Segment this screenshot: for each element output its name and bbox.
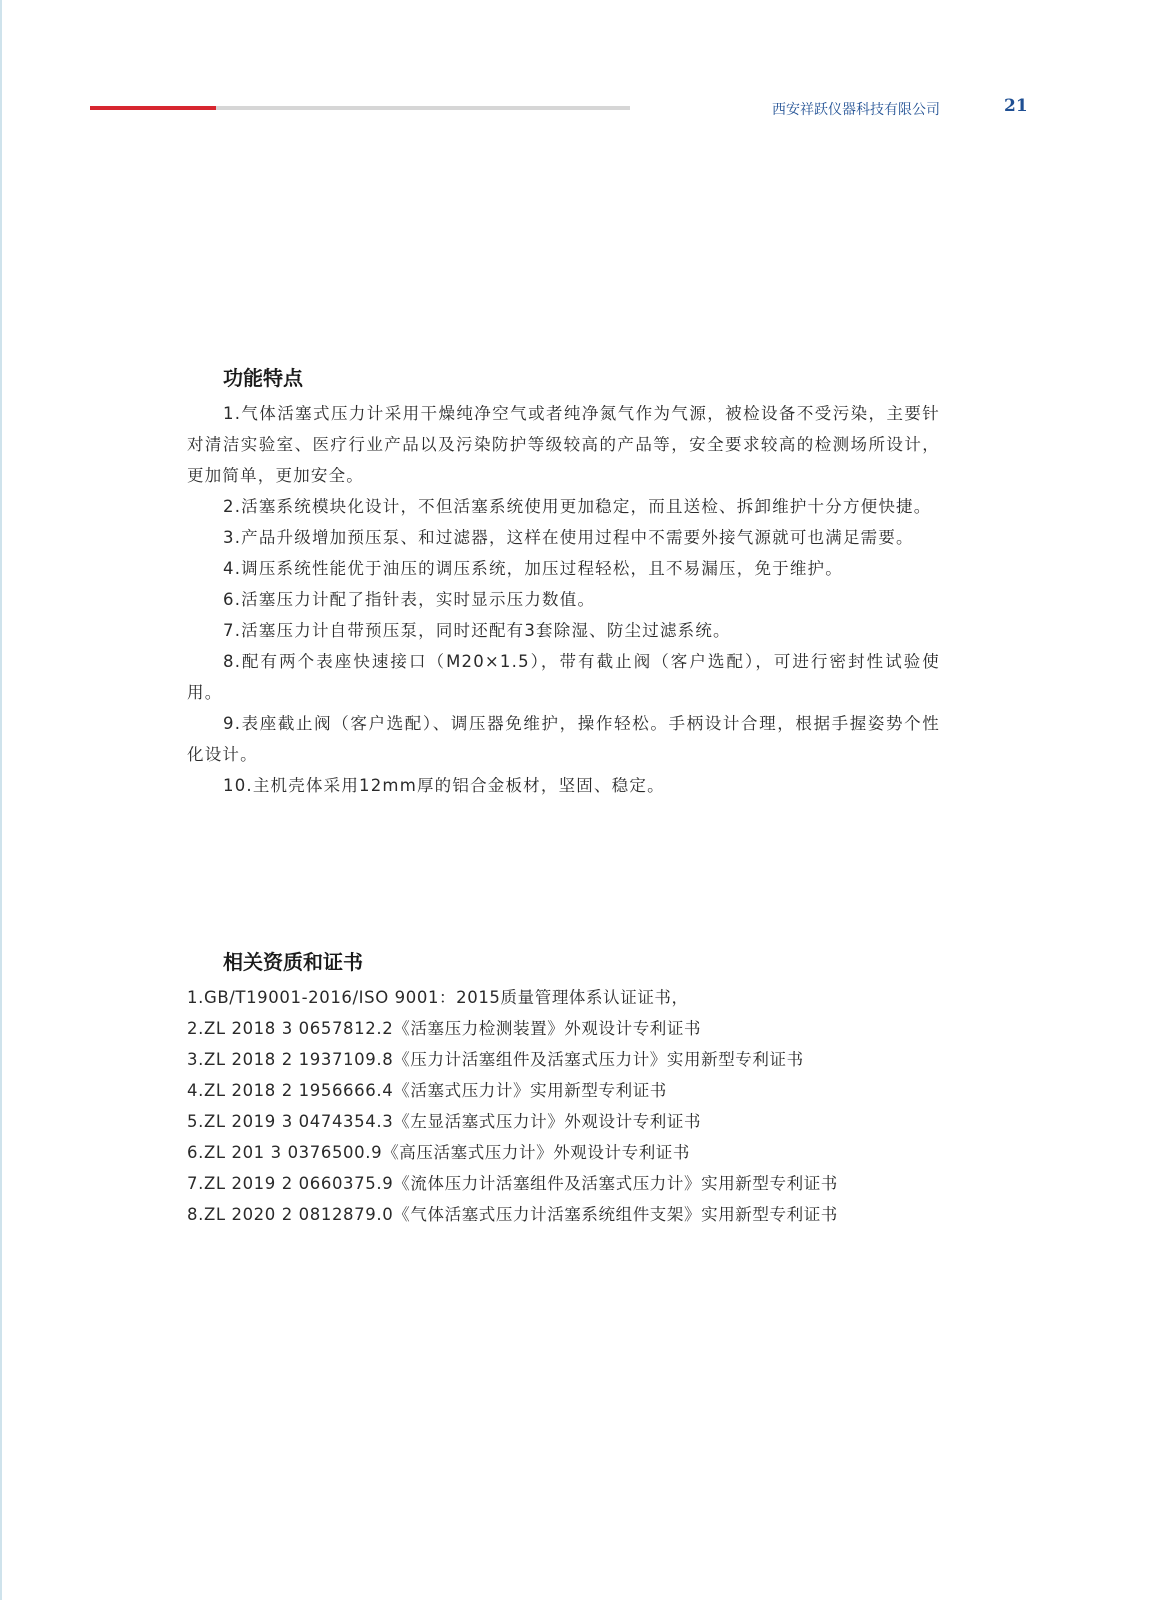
- page-number: 21: [1004, 96, 1028, 116]
- features-heading: 功能特点: [223, 366, 303, 390]
- certificate-item: 3.ZL 2018 2 1937109.8《压力计活塞组件及活塞式压力计》实用新型专利证书: [187, 1050, 804, 1069]
- header-rule: [90, 106, 630, 110]
- features-list: [187, 398, 940, 801]
- page-edge-line: [0, 0, 2, 1600]
- certificate-item: 6.ZL 201 3 0376500.9《高压活塞式压力计》外观设计专利证书: [187, 1143, 690, 1162]
- company-name: 西安祥跃仪器科技有限公司: [772, 102, 940, 118]
- feature-item: 2.活塞系统模块化设计，不但活塞系统使用更加稳定，而且送检、拆卸维护十分方便快捷。: [223, 497, 932, 516]
- certificate-item: 4.ZL 2018 2 1956666.4《活塞式压力计》实用新型专利证书: [187, 1081, 667, 1100]
- feature-item: 4.调压系统性能优于油压的调压系统，加压过程轻松，且不易漏压，免于维护。: [223, 559, 843, 578]
- feature-item: 3.产品升级增加预压泵、和过滤器，这样在使用过程中不需要外接气源就可也满足需要。: [223, 528, 914, 547]
- feature-item: 10.主机壳体采用12mm厚的铝合金板材，坚固、稳定。: [223, 776, 665, 795]
- feature-item: 7.活塞压力计自带预压泵，同时还配有3套除湿、防尘过滤系统。: [223, 621, 731, 640]
- certificates-list: [187, 982, 967, 1230]
- certificate-item: 8.ZL 2020 2 0812879.0《气体活塞式压力计活塞系统组件支架》实用新型专利证书: [187, 1205, 838, 1224]
- header-rule-accent: [90, 106, 216, 110]
- feature-item: 1.气体活塞式压力计采用干燥纯净空气或者纯净氮气作为气源，被检设备不受污染，主要针对清洁实验室、医疗行业产品以及污染防护等级较高的产品等，安全要求较高的检测场所设计，更加简单，更加安全。: [187, 404, 940, 485]
- certificate-item: 7.ZL 2019 2 0660375.9《流体压力计活塞组件及活塞式压力计》实用新型专利证书: [187, 1174, 838, 1193]
- certificate-item: 2.ZL 2018 3 0657812.2《活塞压力检测装置》外观设计专利证书: [187, 1019, 702, 1038]
- feature-item: 9.表座截止阀（客户选配）、调压器免维护，操作轻松。手柄设计合理，根据手握姿势个性化设计。: [187, 714, 940, 764]
- certificate-item: 5.ZL 2019 3 0474354.3《左显活塞式压力计》外观设计专利证书: [187, 1112, 702, 1131]
- certificates-heading: 相关资质和证书: [223, 950, 363, 974]
- feature-item: 8.配有两个表座快速接口（M20×1.5），带有截止阀（客户选配），可进行密封性试验使用。: [187, 652, 940, 702]
- certificate-item: 1.GB/T19001-2016/ISO 9001：2015质量管理体系认证证书，: [187, 988, 689, 1007]
- feature-item: 6.活塞压力计配了指针表，实时显示压力数值。: [223, 590, 596, 609]
